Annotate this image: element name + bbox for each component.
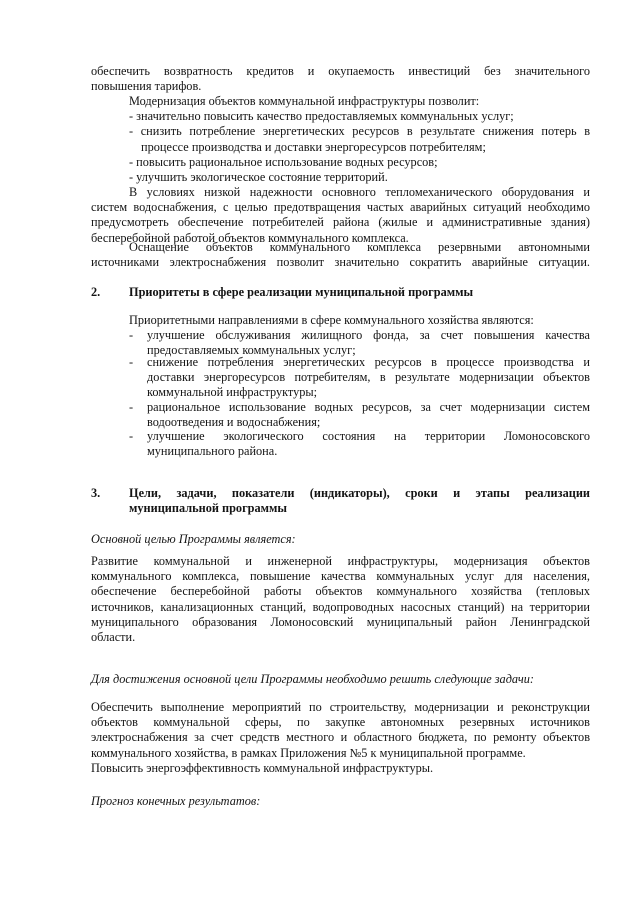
goal-paragraph — [91, 554, 590, 645]
text-line: предусмотреть обеспечение потребителей района (жилые и административные здания) — [91, 215, 590, 230]
section-title-line: муниципальной программы — [129, 501, 287, 516]
text-line: объектов коммунальной сферы, по закупке автономных резервных источников — [91, 715, 590, 730]
section-number: 3. — [91, 486, 101, 500]
text-line: повышения тарифов. — [91, 79, 202, 94]
dash-marker: - — [129, 355, 134, 369]
list-item: - повысить рациональное использование водных ресурсов; — [129, 154, 438, 169]
section-number: 2. — [91, 285, 101, 299]
text-line: улучшение обслуживания жилищного фонда, за счет повышения качества — [147, 328, 590, 342]
text-line: рациональное использование водных ресурсов, за счет модернизации систем — [147, 400, 590, 414]
priority-item — [129, 400, 590, 430]
priority-item — [129, 429, 590, 459]
text-line: предоставляемых коммунальных услуг; — [147, 343, 356, 358]
text-line: коммунального комплекса, повышение качества коммунальных услуг для населения, — [91, 569, 590, 584]
list-item: - значительно повысить качество предоставляемых коммунальных услуг; — [129, 109, 514, 124]
text-line: обеспечение бесперебойной работы объектов коммунального хозяйства (тепловых — [91, 584, 590, 599]
text-line: электроснабжения за счет средств местного и областного бюджета, по ремонту объектов — [91, 730, 590, 745]
forecast-label: Прогноз конечных результатов: — [91, 794, 261, 808]
text-line: снижение потребления энергетических ресурсов в процессе производства и — [147, 355, 590, 369]
text-line: бесперебойной работой объектов коммунального комплекса. — [91, 230, 409, 245]
text-line: источниками электроснабжения позволит значительно сократить аварийные ситуации. — [91, 255, 590, 270]
list-item: - улучшить экологическое состояние территорий. — [129, 170, 388, 185]
modernization-lead: Модернизация объектов коммунальной инфраструктуры позволит: — [129, 94, 480, 108]
tasks-label: Для достижения основной цели Программы необходимо решить следующие задачи: — [91, 672, 535, 686]
intro-paragraph — [91, 64, 590, 94]
reliability-paragraph — [91, 185, 590, 246]
dash-marker: - — [129, 400, 134, 414]
equipment-paragraph — [91, 240, 590, 270]
main-goal-label: Основной целью Программы является: — [91, 532, 296, 546]
text-line: систем водоснабжения, с целью предотвращения частых аварийных ситуаций необходимо — [91, 200, 590, 215]
text-line: Развитие коммунальной и инженерной инфраструктуры, модернизация объектов — [91, 554, 590, 568]
text-line: В условиях низкой надежности основного тепломеханического оборудования и — [129, 185, 590, 199]
text-line: муниципального района. — [147, 444, 278, 459]
text-line: коммунальной инфраструктуры; — [147, 385, 318, 400]
text-line: обеспечить возвратность кредитов и окупаемость инвестиций без значительного — [91, 64, 590, 78]
text-line: коммунального хозяйства, в рамках Приложения №5 к муниципальной программе. — [91, 745, 526, 760]
text-line: доставки энергоресурсов потребителям, в результате модернизации объектов — [147, 370, 590, 385]
priority-item — [129, 355, 590, 401]
text-line: водоотведения и водоснабжения; — [147, 415, 321, 430]
text-line: источников, канализационных станций, водопроводных насосных станций) на территории — [91, 599, 590, 614]
priorities-lead — [91, 313, 590, 328]
text-line: Приоритетными направлениями в сфере коммунального хозяйства являются: — [129, 313, 534, 327]
text-line: улучшение экологического состояния на территории Ломоносовского — [147, 429, 590, 443]
section-title-line: Цели, задачи, показатели (индикаторы), сроки и этапы реализации — [129, 486, 590, 500]
text-line: муниципального образования Ломоносовский муниципальный район Ленинградской — [91, 614, 590, 629]
dash-marker: - — [129, 429, 134, 443]
section-title: Приоритеты в сфере реализации муниципальной программы — [129, 285, 474, 299]
list-item: - снизить потребление энергетических ресурсов в результате снижения потерь в — [129, 124, 590, 139]
modernization-block — [91, 94, 590, 185]
text-line: области. — [91, 630, 136, 645]
section-title — [129, 486, 590, 516]
text-line: Обеспечить выполнение мероприятий по строительству, модернизации и реконструкции — [91, 700, 590, 714]
text-line: Оснащение объектов коммунального комплекса резервными автономными — [129, 240, 590, 254]
tasks-paragraph — [91, 700, 590, 776]
priority-item — [129, 328, 590, 358]
list-item-continuation: процессе производства и доставки энергоресурсов потребителям; — [141, 139, 486, 154]
dash-marker: - — [129, 328, 134, 342]
text-line: Повысить энергоэффективность коммунальной инфраструктуры. — [91, 760, 434, 775]
